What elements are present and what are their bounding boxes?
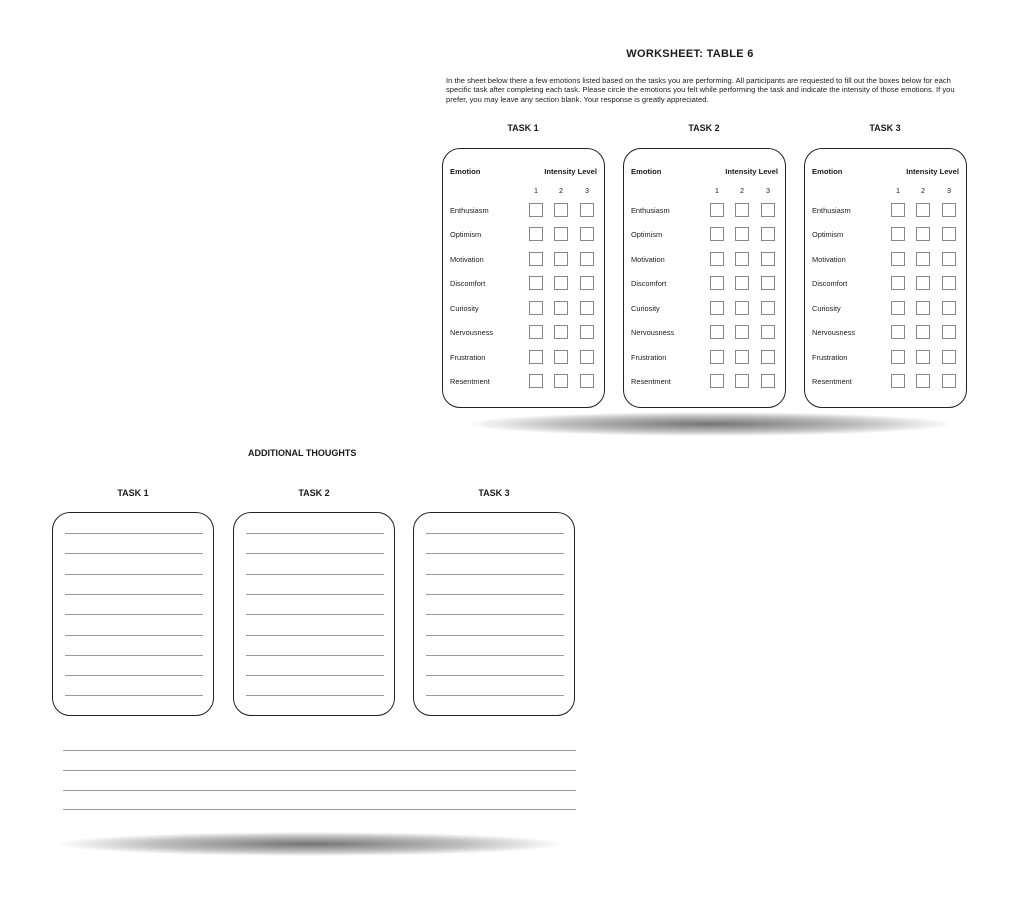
intensity-checkbox-2[interactable] <box>735 276 749 290</box>
intensity-checkbox-3[interactable] <box>761 252 775 266</box>
intensity-checkbox-1[interactable] <box>710 374 724 388</box>
intensity-checkbox-2[interactable] <box>554 350 568 364</box>
intensity-checkbox-2[interactable] <box>554 227 568 241</box>
intensity-checkbox-3[interactable] <box>942 301 956 315</box>
writing-line <box>246 594 384 595</box>
writing-line <box>65 594 203 595</box>
intensity-checkbox-2[interactable] <box>554 276 568 290</box>
intensity-checkbox-3[interactable] <box>761 301 775 315</box>
intensity-checkbox-1[interactable] <box>710 301 724 315</box>
emotion-label: Frustration <box>450 353 486 362</box>
intensity-checkbox-2[interactable] <box>554 203 568 217</box>
intensity-checkbox-3[interactable] <box>580 350 594 364</box>
emotion-label: Enthusiasm <box>631 206 670 215</box>
intensity-checkbox-1[interactable] <box>529 252 543 266</box>
intensity-checkbox-1[interactable] <box>891 227 905 241</box>
worksheet-instructions: In the sheet below there a few emotions listed based on the tasks you are performing. All participants are requested to fill out the boxes below for each specific task after completing each task. Please circle the emotions you felt while performing the task and indicate the intensity of those emotions. If you prefer, you may leave any section blank. Your response is greatly appreciated. <box>446 76 955 104</box>
extra-writing-line[interactable] <box>63 750 576 751</box>
intensity-checkbox-2[interactable] <box>735 203 749 217</box>
intensity-checkbox-1[interactable] <box>710 203 724 217</box>
writing-line <box>65 675 203 676</box>
writing-line <box>65 553 203 554</box>
extra-writing-line[interactable] <box>63 770 576 771</box>
intensity-level-2: 2 <box>921 186 925 195</box>
intensity-level-1: 1 <box>896 186 900 195</box>
emotion-label: Frustration <box>631 353 667 362</box>
writing-line <box>65 695 203 696</box>
card-shadow <box>470 412 950 436</box>
writing-line <box>426 614 564 615</box>
task-heading-1: TASK 1 <box>507 123 539 133</box>
thoughts-box-task-1[interactable] <box>52 512 214 716</box>
emotion-label: Enthusiasm <box>450 206 489 215</box>
emotion-label: Motivation <box>812 255 846 264</box>
emotion-table-task-2 <box>623 148 786 408</box>
intensity-checkbox-3[interactable] <box>580 325 594 339</box>
task-heading-2: TASK 2 <box>688 123 720 133</box>
intensity-checkbox-1[interactable] <box>891 203 905 217</box>
intensity-checkbox-3[interactable] <box>942 203 956 217</box>
writing-line <box>246 635 384 636</box>
worksheet-title: WORKSHEET: TABLE 6 <box>626 48 754 60</box>
intensity-checkbox-3[interactable] <box>942 350 956 364</box>
intensity-checkbox-2[interactable] <box>735 374 749 388</box>
thoughts-task-heading-2: TASK 2 <box>298 488 330 498</box>
intensity-checkbox-1[interactable] <box>529 276 543 290</box>
intensity-checkbox-1[interactable] <box>891 252 905 266</box>
emotion-label: Optimism <box>631 230 663 239</box>
intensity-checkbox-1[interactable] <box>710 227 724 241</box>
writing-line <box>246 533 384 534</box>
extra-writing-line[interactable] <box>63 790 576 791</box>
writing-line <box>65 635 203 636</box>
emotion-label: Frustration <box>812 353 848 362</box>
writing-line <box>65 655 203 656</box>
intensity-checkbox-2[interactable] <box>554 325 568 339</box>
writing-line <box>246 675 384 676</box>
intensity-checkbox-3[interactable] <box>761 325 775 339</box>
intensity-level-3: 3 <box>585 186 589 195</box>
intensity-checkbox-3[interactable] <box>761 374 775 388</box>
writing-line <box>426 533 564 534</box>
additional-thoughts-title: ADDITIONAL THOUGHTS <box>248 448 357 458</box>
writing-line <box>426 635 564 636</box>
emotion-label: Nervousness <box>631 328 675 337</box>
emotion-column-header: Emotion <box>450 167 481 176</box>
intensity-checkbox-1[interactable] <box>710 350 724 364</box>
writing-line <box>426 695 564 696</box>
card-shadow <box>60 832 560 856</box>
intensity-checkbox-3[interactable] <box>580 252 594 266</box>
writing-line <box>246 614 384 615</box>
emotion-label: Motivation <box>450 255 484 264</box>
writing-line <box>426 655 564 656</box>
writing-line <box>246 695 384 696</box>
emotion-label: Nervousness <box>812 328 856 337</box>
intensity-checkbox-3[interactable] <box>761 227 775 241</box>
emotion-label: Discomfort <box>631 279 667 288</box>
intensity-checkbox-2[interactable] <box>735 227 749 241</box>
emotion-label: Discomfort <box>812 279 848 288</box>
emotion-label: Resentment <box>450 377 490 386</box>
writing-line <box>65 533 203 534</box>
writing-line <box>246 553 384 554</box>
extra-writing-line[interactable] <box>63 809 576 810</box>
thoughts-box-task-3[interactable] <box>413 512 575 716</box>
emotion-label: Motivation <box>631 255 665 264</box>
intensity-checkbox-3[interactable] <box>942 325 956 339</box>
emotion-label: Optimism <box>450 230 482 239</box>
intensity-checkbox-1[interactable] <box>891 350 905 364</box>
writing-line <box>246 574 384 575</box>
intensity-checkbox-1[interactable] <box>529 350 543 364</box>
writing-line <box>426 574 564 575</box>
intensity-checkbox-3[interactable] <box>761 203 775 217</box>
emotion-label: Curiosity <box>631 304 660 313</box>
emotion-label: Discomfort <box>450 279 486 288</box>
intensity-checkbox-1[interactable] <box>891 276 905 290</box>
intensity-checkbox-1[interactable] <box>529 374 543 388</box>
intensity-checkbox-3[interactable] <box>580 301 594 315</box>
intensity-checkbox-3[interactable] <box>942 374 956 388</box>
emotion-column-header: Emotion <box>631 167 662 176</box>
intensity-level-1: 1 <box>715 186 719 195</box>
intensity-checkbox-3[interactable] <box>942 227 956 241</box>
emotion-label: Resentment <box>631 377 671 386</box>
writing-line <box>426 594 564 595</box>
intensity-checkbox-1[interactable] <box>891 301 905 315</box>
intensity-checkbox-2[interactable] <box>916 301 930 315</box>
intensity-column-header: Intensity Level <box>544 167 597 176</box>
emotion-label: Optimism <box>812 230 844 239</box>
intensity-checkbox-2[interactable] <box>916 276 930 290</box>
intensity-checkbox-3[interactable] <box>942 276 956 290</box>
intensity-checkbox-2[interactable] <box>735 350 749 364</box>
emotion-label: Curiosity <box>450 304 479 313</box>
emotion-label: Enthusiasm <box>812 206 851 215</box>
writing-line <box>426 675 564 676</box>
intensity-level-1: 1 <box>534 186 538 195</box>
emotion-column-header: Emotion <box>812 167 843 176</box>
intensity-checkbox-1[interactable] <box>710 252 724 266</box>
intensity-checkbox-2[interactable] <box>735 325 749 339</box>
thoughts-task-heading-1: TASK 1 <box>117 488 149 498</box>
writing-line <box>426 553 564 554</box>
intensity-checkbox-1[interactable] <box>710 325 724 339</box>
emotion-label: Nervousness <box>450 328 494 337</box>
emotion-table-task-1 <box>442 148 605 408</box>
intensity-checkbox-3[interactable] <box>580 227 594 241</box>
intensity-checkbox-1[interactable] <box>529 325 543 339</box>
writing-line <box>65 614 203 615</box>
intensity-checkbox-3[interactable] <box>580 276 594 290</box>
intensity-checkbox-2[interactable] <box>916 252 930 266</box>
task-heading-3: TASK 3 <box>869 123 901 133</box>
intensity-checkbox-3[interactable] <box>580 374 594 388</box>
writing-line <box>246 655 384 656</box>
intensity-checkbox-2[interactable] <box>916 227 930 241</box>
intensity-checkbox-3[interactable] <box>761 276 775 290</box>
intensity-checkbox-2[interactable] <box>916 325 930 339</box>
intensity-checkbox-2[interactable] <box>916 350 930 364</box>
intensity-checkbox-2[interactable] <box>554 374 568 388</box>
intensity-level-2: 2 <box>559 186 563 195</box>
emotion-label: Curiosity <box>812 304 841 313</box>
intensity-checkbox-1[interactable] <box>710 276 724 290</box>
intensity-column-header: Intensity Level <box>906 167 959 176</box>
intensity-checkbox-1[interactable] <box>529 301 543 315</box>
intensity-checkbox-2[interactable] <box>554 301 568 315</box>
intensity-checkbox-1[interactable] <box>529 227 543 241</box>
intensity-checkbox-3[interactable] <box>580 203 594 217</box>
writing-line <box>65 574 203 575</box>
intensity-checkbox-3[interactable] <box>761 350 775 364</box>
intensity-checkbox-1[interactable] <box>529 203 543 217</box>
intensity-level-3: 3 <box>947 186 951 195</box>
emotion-table-task-3 <box>804 148 967 408</box>
intensity-checkbox-2[interactable] <box>554 252 568 266</box>
intensity-column-header: Intensity Level <box>725 167 778 176</box>
intensity-level-2: 2 <box>740 186 744 195</box>
emotion-label: Resentment <box>812 377 852 386</box>
intensity-checkbox-2[interactable] <box>735 301 749 315</box>
thoughts-box-task-2[interactable] <box>233 512 395 716</box>
intensity-checkbox-2[interactable] <box>735 252 749 266</box>
intensity-checkbox-3[interactable] <box>942 252 956 266</box>
intensity-checkbox-1[interactable] <box>891 374 905 388</box>
intensity-checkbox-2[interactable] <box>916 374 930 388</box>
thoughts-task-heading-3: TASK 3 <box>478 488 510 498</box>
intensity-checkbox-2[interactable] <box>916 203 930 217</box>
intensity-checkbox-1[interactable] <box>891 325 905 339</box>
intensity-level-3: 3 <box>766 186 770 195</box>
